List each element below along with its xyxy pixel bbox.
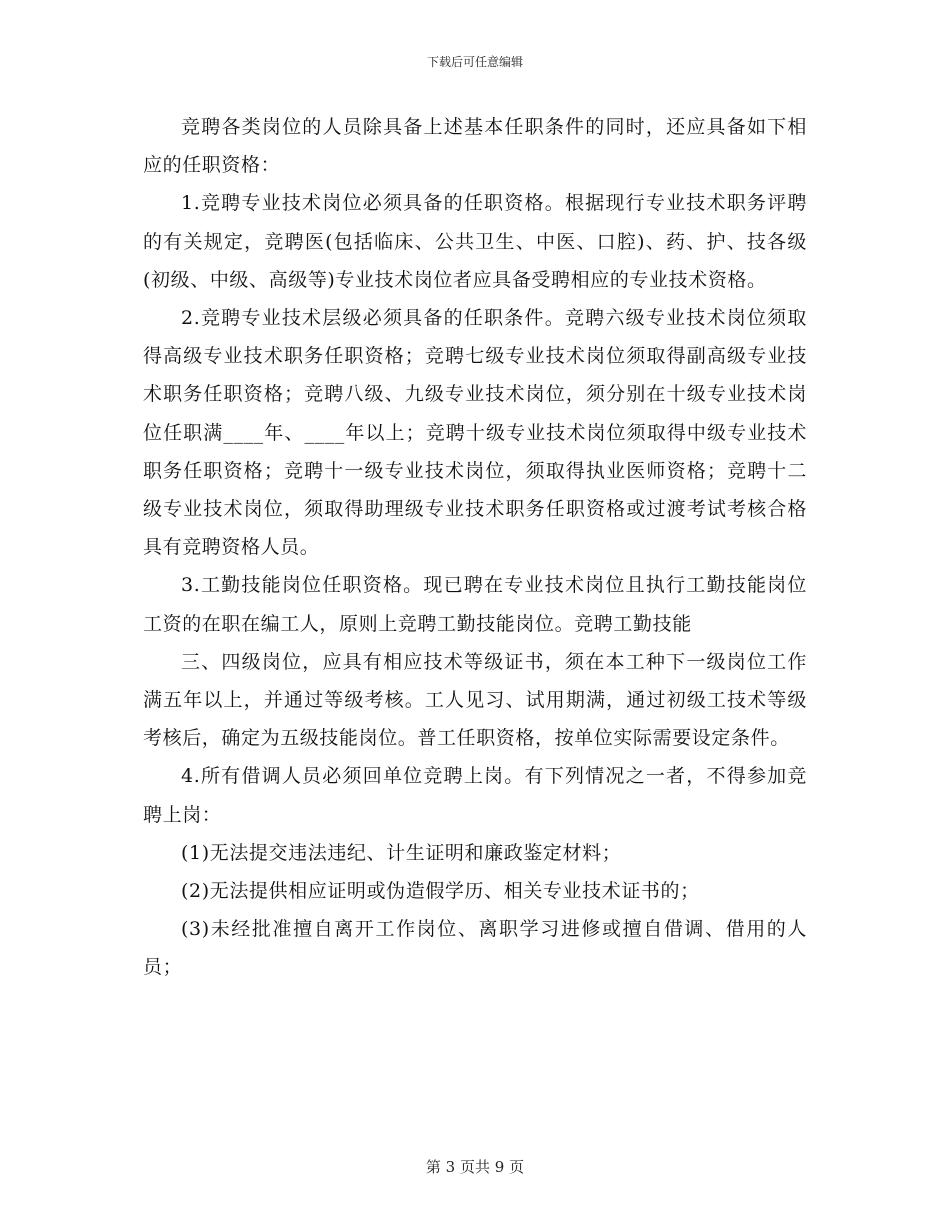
paragraph-item-3-continued: 三、四级岗位，应具有相应技术等级证书，须在本工种下一级岗位工作满五年以上，并通过等级考核。工人见习、试用期满，通过初级工技术等级考核后，确定为五级技能岗位。普工任职资格，按单位实际需要设定条件。 (143, 650, 807, 750)
page-number-footer: 第 3 页共 9 页 (425, 1158, 525, 1176)
paragraph-subitem-3: (3)未经批准擅自离开工作岗位、离职学习进修或擅自借调、借用的人员； (143, 918, 807, 979)
paragraph-item-4: 4.所有借调人员必须回单位竞聘上岗。有下列情况之一者，不得参加竞聘上岗： (143, 765, 807, 826)
paragraph-item-2: 2.竞聘专业技术层级必须具备的任职条件。竞聘六级专业技术岗位须取得高级专业技术职务任职资格；竞聘七级专业技术岗位须取得副高级专业技术职务任职资格；竞聘八级、九级专业技术岗位，须分别在十级专业技术岗位任职满____年、____年以上；竞聘十级专业技术岗位须取得中级专业技术职务任职资格；竞聘十一级专业技术岗位，须取得执业医师资格；竞聘十二级专业技术岗位，须取得助理级专业技术职务任职资格或过渡考试考核合格具有竞聘资格人员。 (143, 307, 807, 559)
paragraph-item-3: 3.工勤技能岗位任职资格。现已聘在专业技术岗位且执行工勤技能岗位工资的在职在编工人，原则上竞聘工勤技能岗位。竞聘工勤技能 (143, 574, 807, 635)
paragraph-intro: 竞聘各类岗位的人员除具备上述基本任职条件的同时，还应具备如下相应的任职资格： (143, 116, 807, 177)
paragraph-subitem-2: (2)无法提供相应证明或伪造假学历、相关专业技术证书的； (181, 880, 700, 903)
paragraph-subitem-1: (1)无法提交违法违纪、计生证明和廉政鉴定材料； (181, 841, 622, 864)
paragraph-item-1: 1.竞聘专业技术岗位必须具备的任职资格。根据现行专业技术职务评聘的有关规定，竞聘医(包括临床、公共卫生、中医、口腔)、药、护、技各级(初级、中级、高级等)专业技术岗位者应具备受聘相应的专业技术资格。 (143, 192, 807, 291)
document-body (143, 108, 807, 987)
page-header: 下载后可任意编辑 (426, 55, 523, 69)
